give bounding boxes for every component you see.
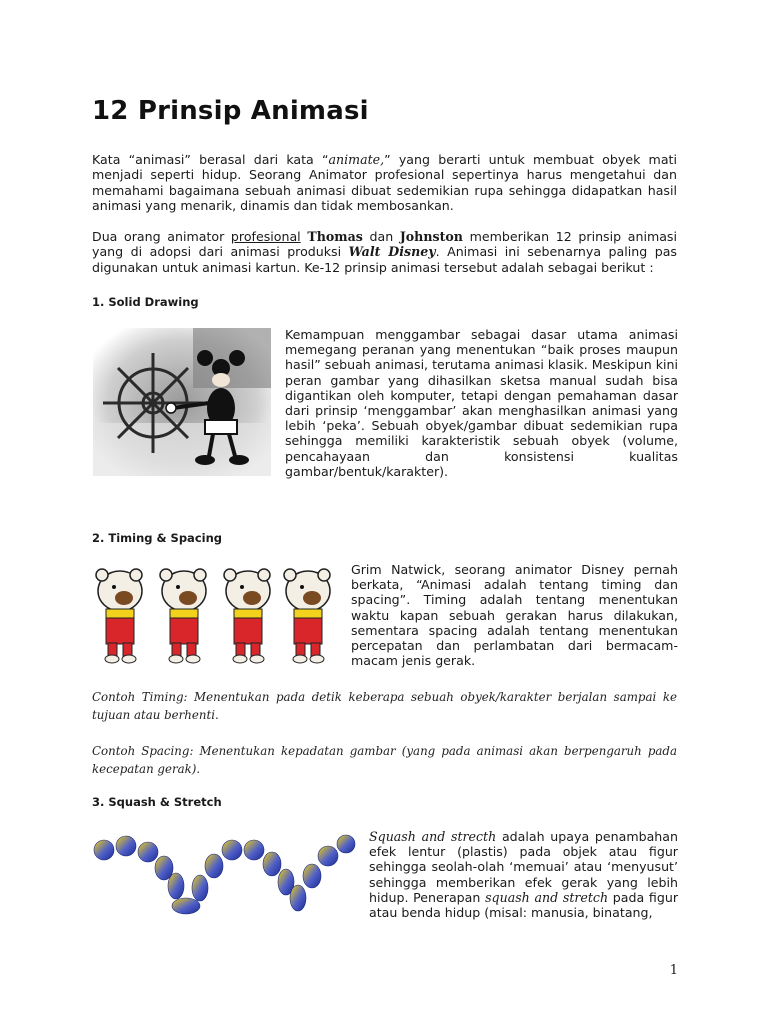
- intro-p1-animate-word: animate,: [328, 152, 385, 167]
- intro-p2-text-e: . Animasi ini sebenarnya paling pas digunakan untuk animasi kartun. Ke-12 prinsip animasi tersebut adalah sebagai berikut :: [92, 244, 677, 275]
- timing-example: Contoh Timing: Menentukan pada detik keberapa sebuah obyek/karakter berjalan sampai ke tujuan atau berhenti.: [92, 690, 677, 722]
- intro-p2-text-a: Dua orang animator: [92, 229, 231, 244]
- intro-paragraph-1: [92, 152, 677, 214]
- intro-p2-text-d: memberikan 12 prinsip animasi yang di adopsi dari animasi produksi: [92, 229, 677, 260]
- intro-p2-johnston: Johnston: [399, 229, 463, 244]
- section-2-text: Grim Natwick, seorang animator Disney pernah berkata, “Animasi adalah tentang timing dan spacing”. Timing adalah tentang menentukan waktu kapan sebuah gerakan harus dilakukan, sementara spacing adalah tentang menentukan percepatan dan perlambatan dari bermacam-macam jenis gerak.: [351, 562, 678, 669]
- intro-paragraph-2: [92, 229, 677, 275]
- page-title: 12 Prinsip Animasi: [92, 96, 369, 126]
- intro-p1-text-b: ” yang berarti untuk membuat obyek mati menjadi seperti hidup. Seorang Animator profesional sepertinya harus mengetahui dan memahami bagaimana sebuah animasi dibuat sedemikian rupa sehingga didapatkan hasil animasi yang menarik, dinamis dan tidak membosankan.: [92, 152, 677, 214]
- intro-p2-profesional: profesional: [230, 229, 301, 244]
- section-2-heading: 2. Timing & Spacing: [92, 531, 222, 545]
- page-number: 1: [669, 963, 678, 978]
- intro-p2-thomas: Thomas: [307, 229, 363, 244]
- timing-spacing-image: [92, 563, 342, 665]
- section-1-heading: 1. Solid Drawing: [92, 295, 199, 309]
- section-3-text-d: pada figur atau benda hidup (misal: manusia, binatang,: [369, 889, 678, 921]
- section-3-term-squash-stretch: squash and stretch: [485, 889, 609, 905]
- section-1-text: Kemampuan menggambar sebagai dasar utama animasi memegang peranan yang menentukan “baik proses maupun hasil” sebuah animasi, terutama animasi klasik. Meskipun kini peran gambar yang dihasilkan sketsa manual sudah bisa digantikan oleh komputer, tetapi dengan pemahaman dasar dari prinsip ‘menggambar’ akan menghasilkan animasi yang lebih ‘peka’. Sebuah obyek/gambar dibuat sedemikian rupa sehingga memiliki karakteristik sebuah obyek (volume, pencahayaan dan konsistensi kualitas gambar/bentuk/karakter).: [285, 327, 678, 479]
- squash-stretch-image: [92, 828, 357, 924]
- section-3-text-b: adalah upaya penambahan efek lentur (plastis) pada objek atau figur sehingga seolah-olah ‘memuai’ atau ‘menyusut’ sehingga memberikan efek gerak yang lebih hidup. Penerapan: [369, 829, 678, 905]
- spacing-example: Contoh Spacing: Menentukan kepadatan gambar (yang pada animasi akan berpengaruh pada kecepatan gerak).: [92, 744, 677, 776]
- section-3-text: [369, 829, 678, 920]
- solid-drawing-image: [93, 328, 271, 476]
- intro-p2-text-c: dan: [362, 229, 400, 244]
- intro-p2-walt-disney: Walt Disney: [348, 244, 436, 260]
- section-3-heading: 3. Squash & Stretch: [92, 795, 222, 809]
- intro-p1-text-a: Kata “animasi” berasal dari kata “: [92, 152, 329, 167]
- section-3-term-squash-strecth: Squash and strecth: [369, 829, 497, 844]
